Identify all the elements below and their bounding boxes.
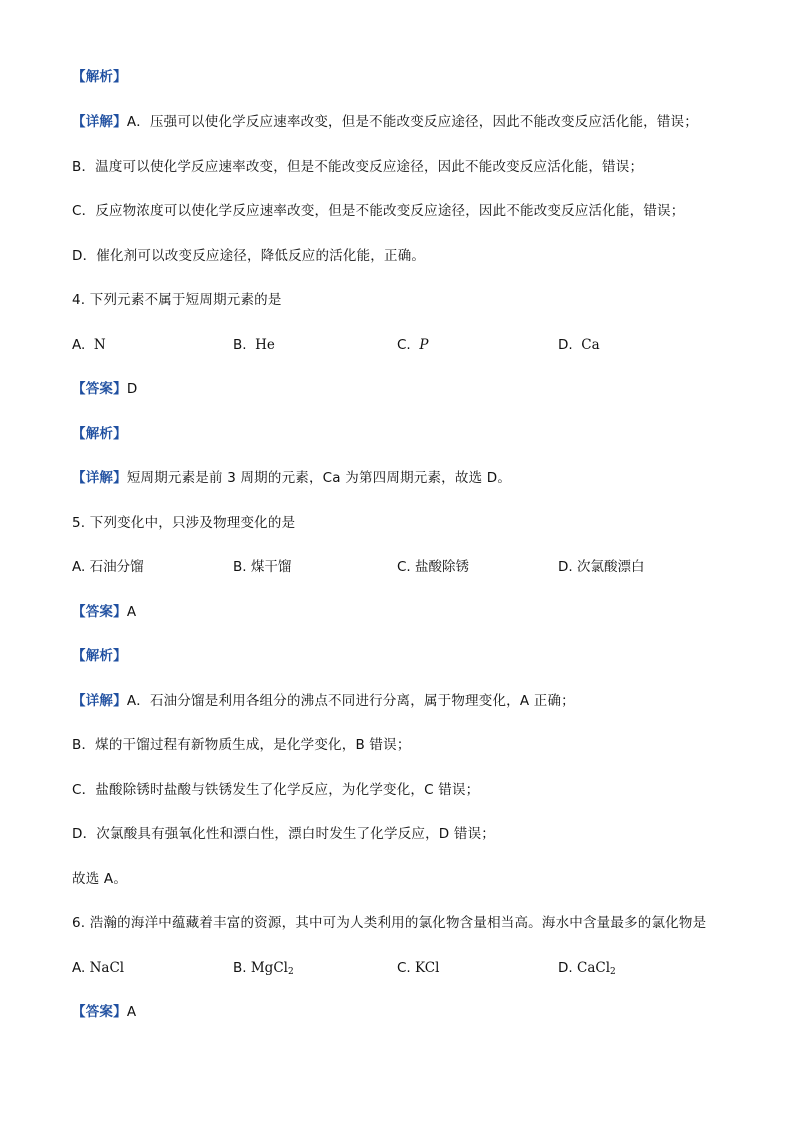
detail-label: 【详解】: [72, 470, 127, 486]
detail-line-c: C．反应物浓度可以使化学反应速率改变，但是不能改变反应途径，因此不能改变反应活化能，错误；: [72, 203, 685, 219]
option-b: B. MgCl$_2$: [233, 960, 294, 977]
question-5-stem: 5. 下列变化中，只涉及物理变化的是: [72, 515, 296, 531]
question-5-options: [72, 558, 732, 576]
analysis-label: 【解析】: [72, 69, 127, 85]
answer-value: A: [126, 604, 137, 620]
answer-value: D: [126, 381, 138, 397]
detail-text: A．石油分馏是利用各组分的沸点不同进行分离，属于物理变化，A 正确；: [126, 693, 575, 709]
option-d: D. 次氯酸漂白: [558, 559, 645, 575]
detail-label: 【详解】: [72, 114, 127, 130]
question-4-answer: [72, 380, 137, 398]
detail-line-d: D．催化剂可以改变反应途径，降低反应的活化能，正确。: [72, 248, 426, 264]
option-d: D. Ca: [558, 337, 600, 353]
detail-text: 短周期元素是前 3 周期的元素，Ca 为第四周期元素，故选 D。: [126, 470, 512, 486]
answer-label: 【答案】: [72, 381, 127, 397]
option-a: A. N: [72, 337, 106, 353]
analysis-label: 【解析】: [72, 426, 127, 442]
option-d: D. CaCl$_2$: [558, 960, 616, 977]
option-c: C. 盐酸除锈: [397, 559, 470, 575]
option-c: C. KCl: [397, 960, 440, 976]
question-4-stem: 4. 下列元素不属于短周期元素的是: [72, 292, 282, 308]
detail-text: A．压强可以使化学反应速率改变，但是不能改变反应途径，因此不能改变反应活化能，错误；: [126, 114, 698, 130]
question-6-options: [72, 959, 732, 977]
question-5-answer: [72, 603, 136, 621]
question-4-detail: [72, 469, 511, 487]
option-b: B. 煤干馏: [233, 559, 292, 575]
question-6-answer: [72, 1003, 136, 1021]
option-c: C. P: [397, 337, 429, 353]
option-a: A. 石油分馏: [72, 559, 144, 575]
question-4-analysis-heading: [72, 425, 127, 443]
question-4-options: [72, 336, 732, 354]
analysis-label: 【解析】: [72, 648, 127, 664]
detail-line-a: [72, 113, 698, 131]
answer-label: 【答案】: [72, 1004, 127, 1020]
analysis-heading: [72, 68, 127, 86]
detail-label: 【详解】: [72, 693, 127, 709]
option-a: A. NaCl: [72, 960, 125, 976]
answer-label: 【答案】: [72, 604, 127, 620]
question-5-analysis-heading: [72, 647, 127, 665]
question-5-detail-line-b: B．煤的干馏过程有新物质生成，是化学变化，B 错误；: [72, 737, 411, 753]
question-5-detail-line-a: [72, 692, 575, 710]
option-b: B. He: [233, 337, 275, 353]
question-6-stem: 6. 浩瀚的海洋中蕴藏着丰富的资源，其中可为人类利用的氯化物含量相当高。海水中含量最多的氯化物是: [72, 915, 707, 931]
question-5-conclusion: 故选 A。: [72, 871, 128, 887]
detail-line-b: B．温度可以使化学反应速率改变，但是不能改变反应途径，因此不能改变反应活化能，错误；: [72, 159, 644, 175]
answer-value: A: [126, 1004, 137, 1020]
question-5-detail-line-c: C．盐酸除锈时盐酸与铁锈发生了化学反应，为化学变化，C 错误；: [72, 782, 480, 798]
question-5-detail-line-d: D．次氯酸具有强氧化性和漂白性，漂白时发生了化学反应，D 错误；: [72, 826, 495, 842]
